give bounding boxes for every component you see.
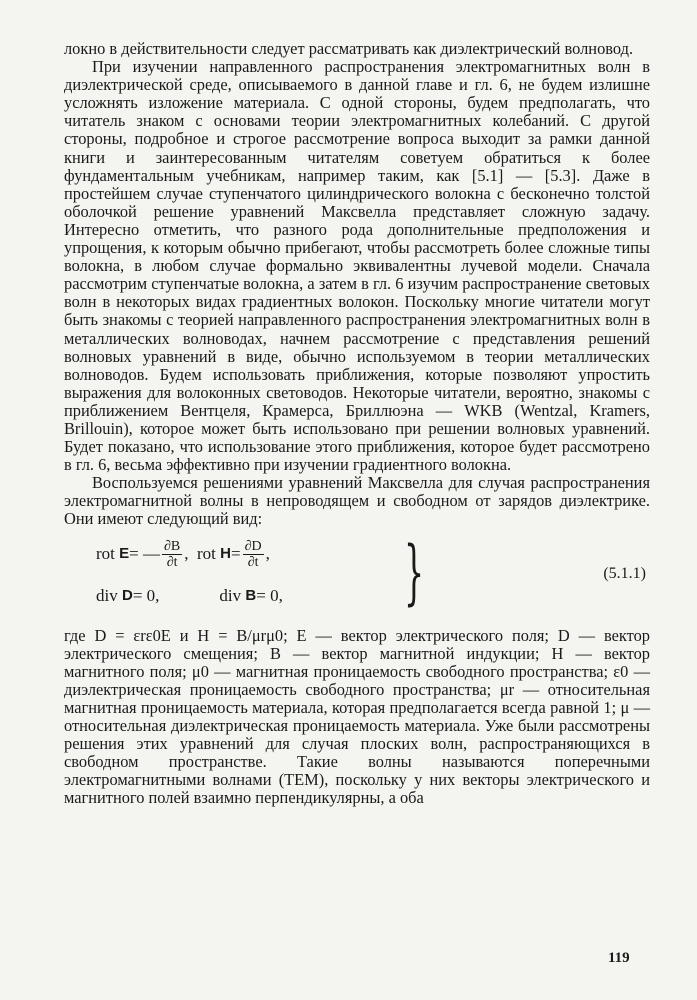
- right-brace: }: [404, 530, 425, 613]
- div-operator-2: div: [219, 585, 242, 605]
- equation-line-rot: rot E = — $\frac{\partial B}{\partial t}$ , rot H = $\frac{\partial D}{\partial t}$ ,: [96, 538, 270, 570]
- page-number: 119: [608, 950, 630, 966]
- rot-operator: rot: [96, 543, 115, 563]
- vector-H: H: [220, 544, 231, 562]
- fraction-dD-dt: $\frac{\partial D}{\partial t}$: [244, 538, 262, 570]
- vector-E: E: [119, 544, 130, 562]
- paragraph-2: При изучении направленного распространения электромагнитных волн в диэлектрической среде, описываемого в данной главе и гл. 6, не будем излишне усложнять изложение материала. С одной стороны, будем предполагать, что читатель знаком с основами теории электромагнитных колебаний. С другой стороны, подробное и строгое рассмотрение вопроса выходит за рамки данной книги и заинтересованным читателям советуем обратиться к более фундаментальным учебникам, например таким, как [5.1] — [5.3]. Даже в простейшем случае ступенчатого цилиндрического волокна с бесконечно толстой оболочкой решение уравнений Максвелла представляет сложную задачу. Интересно отметить, что разного рода дополнительные предположения и упрощения, к которым обычно прибегают, чтобы рассмотреть более сложные типы волокна, в любом случае формально эквивалентны лучевой модели. Сначала рассмотрим ступенчатые волокна, а затем в гл. 6 изучим распространение световых волн в некоторых видах градиентных волокон. Поскольку многие читатели могут быть знакомы с теорией направленного распространения электромагнитных волн в металлических волноводах, начнем рассмотрение с представления решений волновых уравнений в виде, обычно используемом в теории металлических волноводов. Будем использовать приближения, которые позволяют упростить выражения для волоконных световодов. Некоторые читатели, вероятно, знакомы с приближением Вентцеля, Крамерса, Бриллюэна — WKB (Wentzal, Kramers, Brillouin), которое может быть использовано при решении волновых уравнений. Будет показано, что использование этого приближения, которое будет рассмотрено в гл. 6, весьма эффективно при изучении градиентного волокна.: [64, 57, 650, 475]
- vector-D: D: [121, 586, 133, 604]
- equation-5-1-1: [64, 530, 650, 623]
- vector-B: B: [245, 586, 257, 604]
- paragraph-3: Воспользуемся решениями уравнений Максвелла для случая распространения электромагнитной волны в непроводящем и свободном от зарядов диэлектрике. Они имеют следующий вид:: [64, 473, 650, 529]
- paragraph-1: локно в действительности следует рассматривать как диэлектрический волновод.: [64, 39, 634, 58]
- div-operator: div: [96, 585, 118, 605]
- body-text: [64, 40, 650, 807]
- rot-operator-2: rot: [197, 543, 216, 563]
- paragraph-4: где D = εrε0E и H = B/μrμ0; E — вектор электрического поля; D — вектор электрического смещения; B — вектор магнитной индукции; H — вектор магнитного поля; μ0 — магнитная проницаемость свободного пространства; ε0 — диэлектрическая проницаемость свободного пространства; μr — относительная магнитная проницаемость материала, которая предполагается всегда равной 1; μ — относительная диэлектрическая проницаемость материала. Уже были рассмотрены решения этих уравнений для случая плоских волн, распространяющихся в свободном пространстве. Такие волны называются поперечными электромагнитными волнами (TEM), поскольку у них векторы электрического и магнитного полей взаимно перпендикулярны, а оба: [64, 625, 650, 808]
- equation-line-div: div D = 0, div B = 0,: [96, 585, 283, 605]
- minus-sign: = —: [129, 543, 160, 563]
- equation-number: (5.1.1): [603, 564, 646, 582]
- fraction-dB-dt: $\frac{\partial B}{\partial t}$: [164, 538, 181, 570]
